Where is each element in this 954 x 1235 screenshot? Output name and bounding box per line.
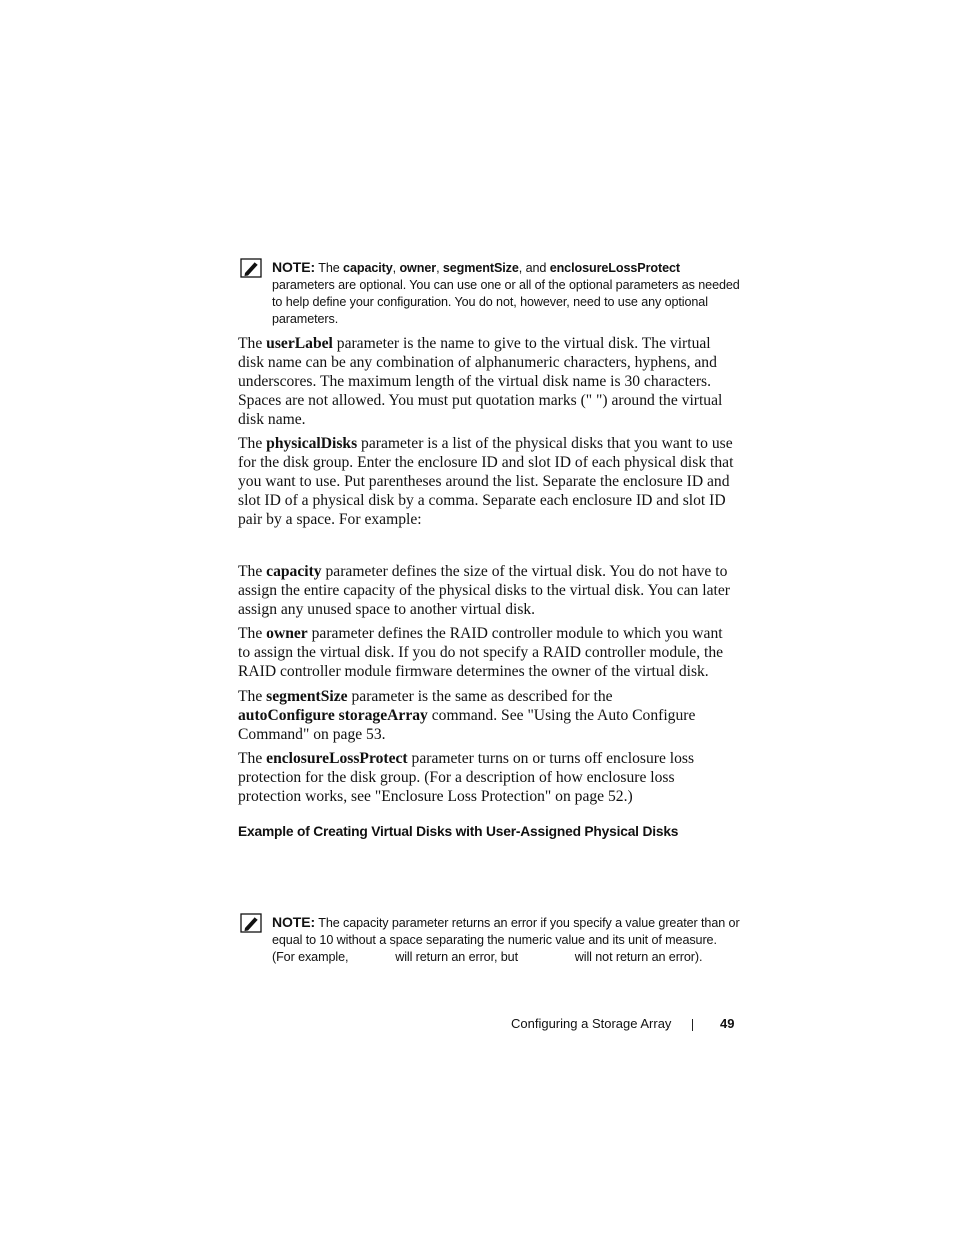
note-text-part: , and: [518, 261, 550, 275]
paragraph-userlabel: [238, 334, 738, 429]
note-term-enclosurelossprotect: enclosureLossProtect: [549, 261, 680, 275]
note-text: [272, 259, 742, 328]
text: The: [238, 625, 267, 642]
text: parameter is the name to give to the virtual disk. The virtual disk name can be any combination of alphanumeric characters, hyphens, and underscores. The maximum length of the virtual disk name is 30 characters. Spaces are not allowed. You must put quotation marks (" ") around the virtual disk name.: [238, 335, 723, 428]
note-label: NOTE:: [272, 914, 316, 930]
text: parameter defines the size of the virtual disk. You do not have to assign the entire capacity of the physical disks to the virtual disk. You can later assign any unused space to another virtual disk.: [238, 563, 730, 618]
paragraph-capacity: [238, 562, 738, 619]
term-segmentsize: segmentSize: [266, 688, 348, 705]
term-capacity: capacity: [266, 563, 322, 580]
text: The: [238, 688, 267, 705]
text: command. See "Using the Auto Configure Command" on page 53.: [238, 707, 696, 743]
text: The: [238, 563, 267, 580]
text: parameter is the same as described for the: [347, 688, 613, 705]
note-term-owner: owner: [399, 261, 437, 275]
term-userlabel: userLabel: [266, 335, 333, 352]
paragraph-owner: [238, 624, 738, 681]
page-number: 49: [720, 1016, 735, 1031]
note-text-part: will not return an error).: [571, 950, 703, 964]
paragraph-segmentsize: [238, 687, 708, 744]
note-label: NOTE:: [272, 259, 316, 275]
text: The: [238, 750, 267, 767]
note-text-part: will return an error, but: [391, 950, 522, 964]
text: The: [238, 335, 267, 352]
text: The: [238, 435, 267, 452]
note-text-part: ,: [436, 261, 443, 275]
section-heading: Example of Creating Virtual Disks with User-Assigned Physical Disks: [238, 824, 679, 839]
footer-divider: [692, 1019, 693, 1031]
pencil-note-icon: [240, 258, 262, 278]
footer-section-title: Configuring a Storage Array: [511, 1016, 672, 1031]
term-enclosurelossprotect: enclosureLossProtect: [266, 750, 408, 767]
note-text-part: parameters are optional. You can use one or all of the optional parameters as needed to help define your configuration. You do not, however, need to use any optional parameters.: [272, 278, 740, 326]
paragraph-physicaldisks: [238, 434, 738, 529]
term-owner: owner: [266, 625, 308, 642]
note-text-part: The: [315, 261, 344, 275]
paragraph-enclosurelossprotect: [238, 749, 738, 806]
note-term-capacity: capacity: [343, 261, 393, 275]
note-term-segmentsize: segmentSize: [442, 261, 519, 275]
note-text-part: The capacity parameter returns an error if you specify a value greater than or equal to 10 without a space separating the numeric value and its unit of measure. (For example,: [272, 916, 740, 964]
text: parameter is a list of the physical disks that you want to use for the disk group. Enter the enclosure ID and slot ID of each physical disk that you want to use. Put parentheses around the list. Separate the enclosure ID and slot ID of a physical disk by a comma. Separate each enclosure ID and slot ID pair by a space. For example:: [238, 435, 734, 528]
text: parameter turns on or turns off enclosure loss protection for the disk group. (For a description of how enclosure loss protection works, see "Enclosure Loss Protection" on page 52.): [238, 750, 695, 805]
note-text-part: ,: [392, 261, 400, 275]
pencil-note-icon: [240, 913, 262, 933]
note-text: [272, 914, 742, 966]
text: parameter defines the RAID controller module to which you want to assign the virtual disk. If you do not specify a RAID controller module, the RAID controller module firmware determines the owner of the virtual disk.: [238, 625, 724, 680]
term-autoconfigure-storagearray: autoConfigure storageArray: [238, 707, 428, 724]
term-physicaldisks: physicalDisks: [266, 435, 358, 452]
